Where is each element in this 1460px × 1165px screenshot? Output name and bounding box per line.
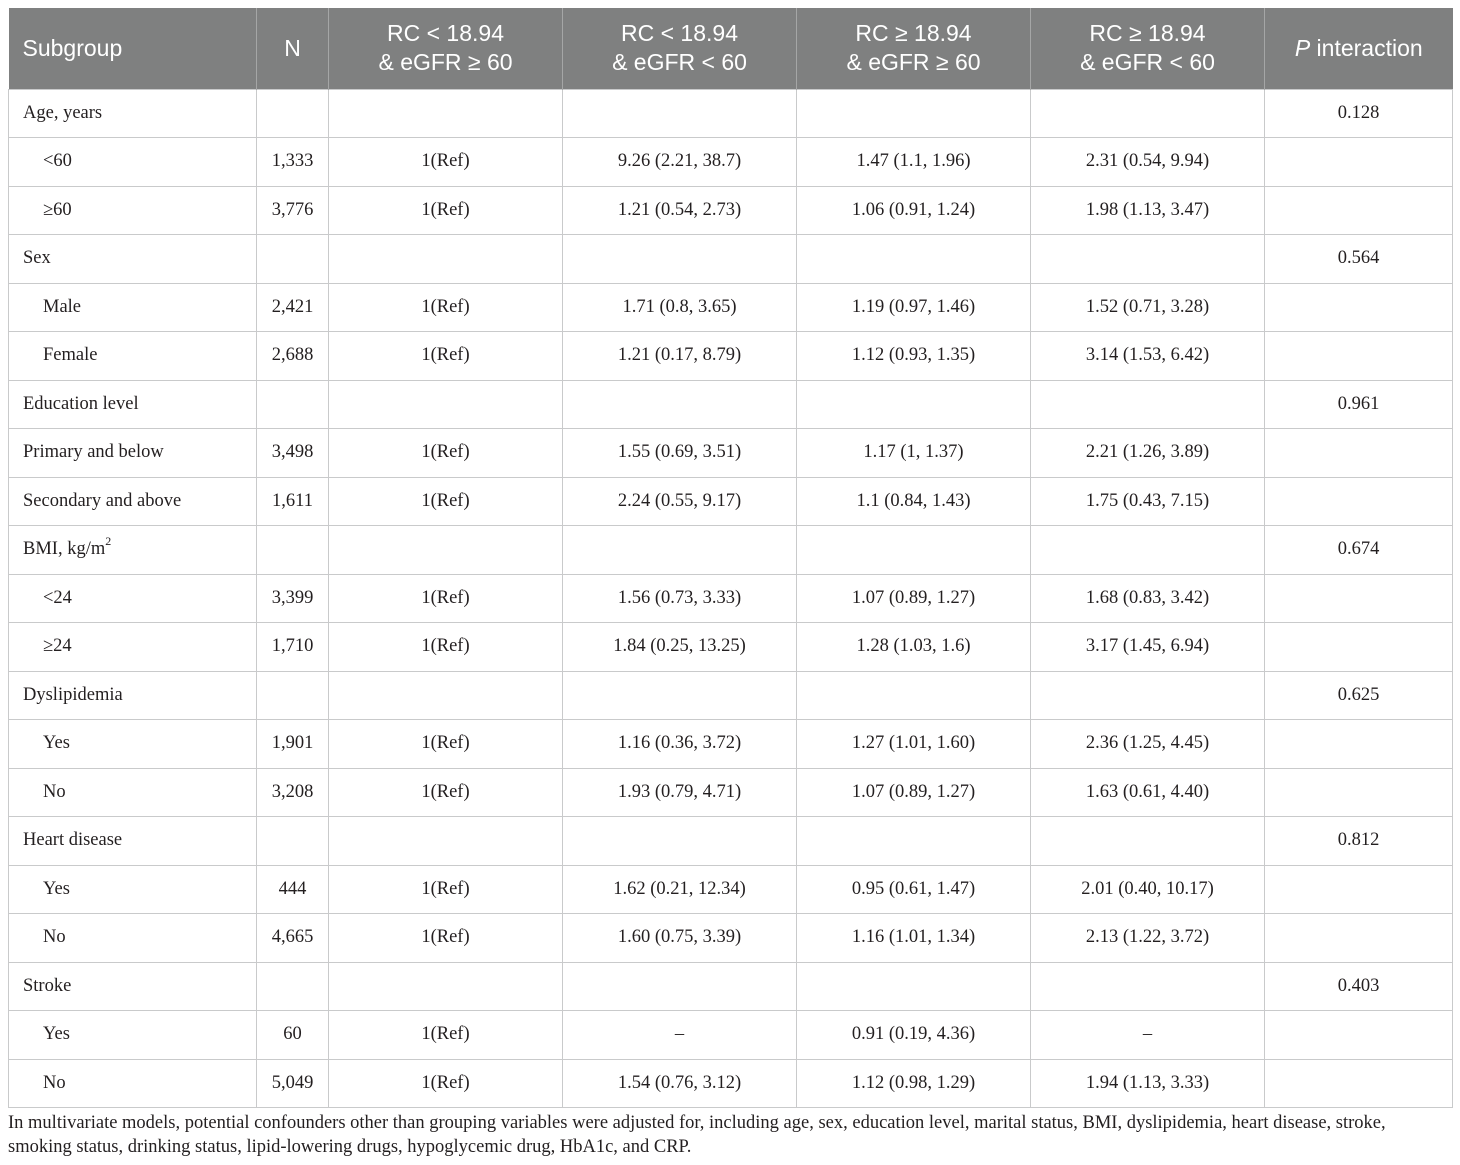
group-1-cell (329, 623, 563, 672)
group-2-cell-text: 1.55 (0.69, 3.51) (617, 442, 742, 463)
subgroup-cell (9, 89, 257, 138)
group-1-cell-text: 1(Ref) (421, 878, 470, 899)
n-cell (257, 768, 329, 817)
group-4-cell (1031, 380, 1265, 429)
group-1-cell (329, 186, 563, 235)
table-header (9, 8, 1453, 89)
subgroup-cell (9, 477, 257, 526)
n-cell (257, 332, 329, 381)
subgroup-cell-text: Yes (43, 733, 70, 754)
n-cell (257, 186, 329, 235)
table-row (9, 429, 1453, 478)
header-group-4-line-2: & eGFR < 60 (1080, 49, 1215, 76)
group-3-cell-text: 1.07 (0.89, 1.27) (851, 587, 976, 608)
p-interaction-cell (1265, 865, 1453, 914)
group-3-cell (797, 477, 1031, 526)
n-cell-text: 3,776 (271, 199, 314, 220)
subgroup-cell-text: ≥60 (43, 199, 72, 220)
p-interaction-cell (1265, 671, 1453, 720)
group-2-cell-text: 1.21 (0.17, 8.79) (617, 345, 742, 366)
table-row (9, 962, 1453, 1011)
table-row (9, 526, 1453, 575)
header-group-1-line-1: RC < 18.94 (387, 20, 504, 47)
subgroup-cell-text: Yes (43, 1024, 70, 1045)
subgroup-cell-text: Yes (43, 878, 70, 899)
group-1-cell-text: 1(Ref) (421, 927, 470, 948)
group-2-cell (563, 865, 797, 914)
group-3-cell (797, 89, 1031, 138)
n-cell-text: 444 (278, 878, 307, 899)
group-2-cell-text: 1.62 (0.21, 12.34) (613, 878, 746, 899)
subgroup-cell (9, 623, 257, 672)
subgroup-cell (9, 186, 257, 235)
p-interaction-cell (1265, 768, 1453, 817)
group-2-cell-text: 1.21 (0.54, 2.73) (617, 199, 742, 220)
subgroup-cell-text: Age, years (23, 102, 103, 123)
group-1-cell (329, 671, 563, 720)
group-1-cell-text: 1(Ref) (421, 781, 470, 802)
p-interaction-cell (1265, 186, 1453, 235)
group-4-cell (1031, 720, 1265, 769)
n-cell (257, 138, 329, 187)
group-2-cell (563, 89, 797, 138)
table-row (9, 768, 1453, 817)
group-2-cell (563, 817, 797, 866)
group-4-cell-text: 1.75 (0.43, 7.15) (1085, 490, 1210, 511)
n-cell (257, 671, 329, 720)
group-2-cell (563, 768, 797, 817)
group-2-cell-text: 1.71 (0.8, 3.65) (622, 296, 737, 317)
n-cell (257, 526, 329, 575)
group-2-cell (563, 138, 797, 187)
group-3-cell-text: 1.1 (0.84, 1.43) (856, 490, 971, 511)
table-footnote: In multivariate models, potential confounders other than grouping variables were adjusted for, including age, sex, education level, marital status, BMI, dyslipidemia, heart disease, stroke, smoking status, drinking status, lipid-lowering drugs, hypoglycemic drug, HbA1c, and CRP. (8, 1113, 1386, 1157)
n-cell (257, 283, 329, 332)
group-3-cell-text: 1.28 (1.03, 1.6) (856, 636, 971, 657)
p-interaction-cell (1265, 574, 1453, 623)
group-2-cell (563, 332, 797, 381)
p-interaction-cell-text: 0.961 (1337, 393, 1380, 414)
p-interaction-cell (1265, 817, 1453, 866)
group-3-cell (797, 671, 1031, 720)
group-3-cell-text: 0.95 (0.61, 1.47) (851, 878, 976, 899)
header-row (9, 8, 1453, 89)
group-4-cell-text: 3.17 (1.45, 6.94) (1085, 636, 1210, 657)
group-3-cell (797, 1059, 1031, 1108)
group-2-cell (563, 720, 797, 769)
subgroup-cell (9, 332, 257, 381)
n-cell-text: 3,208 (271, 781, 314, 802)
group-3-cell (797, 768, 1031, 817)
group-3-cell-text: 1.47 (1.1, 1.96) (856, 151, 971, 172)
group-2-cell-text: 1.60 (0.75, 3.39) (617, 927, 742, 948)
group-4-cell (1031, 429, 1265, 478)
group-1-cell (329, 1059, 563, 1108)
group-1-cell (329, 380, 563, 429)
group-3-cell (797, 283, 1031, 332)
table-row (9, 89, 1453, 138)
group-1-cell (329, 1011, 563, 1060)
subgroup-cell-text: Male (43, 296, 82, 317)
group-2-cell (563, 1011, 797, 1060)
group-2-cell-text: 1.84 (0.25, 13.25) (613, 636, 746, 657)
group-4-cell (1031, 235, 1265, 284)
p-interaction-cell (1265, 235, 1453, 284)
group-3-cell-text: 1.12 (0.98, 1.29) (851, 1072, 976, 1093)
group-1-cell (329, 962, 563, 1011)
subgroup-cell-text: Dyslipidemia (23, 684, 123, 705)
subgroup-cell-text: <24 (43, 587, 72, 608)
subgroup-cell (9, 1011, 257, 1060)
n-cell-text: 1,333 (271, 151, 314, 172)
group-4-cell-text: 1.52 (0.71, 3.28) (1085, 296, 1210, 317)
p-interaction-cell (1265, 89, 1453, 138)
group-3-cell (797, 332, 1031, 381)
subgroup-cell (9, 1059, 257, 1108)
p-interaction-cell (1265, 477, 1453, 526)
p-interaction-cell (1265, 914, 1453, 963)
group-1-cell (329, 477, 563, 526)
p-interaction-cell (1265, 623, 1453, 672)
table-row (9, 817, 1453, 866)
n-cell-text: 5,049 (271, 1072, 314, 1093)
group-4-cell (1031, 962, 1265, 1011)
n-cell (257, 962, 329, 1011)
n-cell (257, 623, 329, 672)
subgroup-cell (9, 380, 257, 429)
group-3-cell (797, 429, 1031, 478)
table-row (9, 186, 1453, 235)
group-3-cell-text: 1.06 (0.91, 1.24) (851, 199, 976, 220)
group-2-cell (563, 914, 797, 963)
subgroup-cell (9, 526, 257, 575)
n-cell-text: 1,710 (271, 636, 314, 657)
group-2-cell-text: 1.56 (0.73, 3.33) (617, 587, 742, 608)
table-row (9, 865, 1453, 914)
subgroup-cell-text: BMI, kg/m (23, 539, 106, 560)
table-body (9, 89, 1453, 1108)
table-row (9, 380, 1453, 429)
group-3-cell (797, 1011, 1031, 1060)
group-4-cell-text: – (1142, 1024, 1153, 1045)
group-3-cell-text: 0.91 (0.19, 4.36) (851, 1024, 976, 1045)
group-1-cell-text: 1(Ref) (421, 636, 470, 657)
group-4-cell (1031, 817, 1265, 866)
group-3-cell (797, 720, 1031, 769)
group-3-cell-text: 1.07 (0.89, 1.27) (851, 781, 976, 802)
group-1-cell (329, 720, 563, 769)
subgroup-cell-text: Primary and below (23, 442, 164, 463)
table-row (9, 623, 1453, 672)
subgroup-cell-text: ≥24 (43, 636, 72, 657)
p-interaction-cell (1265, 332, 1453, 381)
group-3-cell (797, 186, 1031, 235)
group-3-cell (797, 865, 1031, 914)
table-row (9, 1011, 1453, 1060)
group-2-cell-text: 2.24 (0.55, 9.17) (617, 490, 742, 511)
group-1-cell (329, 138, 563, 187)
n-cell (257, 720, 329, 769)
p-interaction-cell-text: 0.128 (1337, 102, 1380, 123)
group-4-cell (1031, 768, 1265, 817)
group-2-cell (563, 186, 797, 235)
group-2-cell (563, 574, 797, 623)
header-group-1 (329, 8, 563, 89)
p-interaction-cell-text: 0.564 (1337, 248, 1380, 269)
group-4-cell (1031, 671, 1265, 720)
group-2-cell-text: 1.93 (0.79, 4.71) (617, 781, 742, 802)
p-interaction-cell (1265, 526, 1453, 575)
group-1-cell-text: 1(Ref) (421, 442, 470, 463)
table-row (9, 235, 1453, 284)
group-4-cell (1031, 526, 1265, 575)
group-3-cell (797, 574, 1031, 623)
group-1-cell (329, 283, 563, 332)
group-3-cell (797, 526, 1031, 575)
group-2-cell (563, 477, 797, 526)
group-2-cell-text: 1.54 (0.76, 3.12) (617, 1072, 742, 1093)
group-4-cell (1031, 1059, 1265, 1108)
group-4-cell (1031, 865, 1265, 914)
n-cell-text: 1,901 (271, 733, 314, 754)
subgroup-analysis-table (8, 8, 1453, 1108)
group-3-cell-text: 1.17 (1, 1.37) (863, 442, 964, 463)
n-cell-text: 1,611 (272, 490, 313, 511)
subgroup-cell-text: No (43, 781, 66, 802)
p-interaction-cell (1265, 720, 1453, 769)
p-interaction-cell (1265, 283, 1453, 332)
p-interaction-cell (1265, 429, 1453, 478)
p-interaction-cell-text: 0.403 (1337, 975, 1380, 996)
group-3-cell (797, 962, 1031, 1011)
group-4-cell (1031, 332, 1265, 381)
p-interaction-cell (1265, 1011, 1453, 1060)
table-row (9, 332, 1453, 381)
group-4-cell (1031, 914, 1265, 963)
group-2-cell (563, 1059, 797, 1108)
group-1-cell (329, 768, 563, 817)
p-interaction-cell (1265, 138, 1453, 187)
header-subgroup: Subgroup (9, 8, 257, 89)
group-1-cell-text: 1(Ref) (421, 587, 470, 608)
header-group-2-line-1: RC < 18.94 (621, 20, 738, 47)
group-1-cell-text: 1(Ref) (421, 199, 470, 220)
table-row (9, 914, 1453, 963)
group-2-cell (563, 671, 797, 720)
n-cell (257, 1011, 329, 1060)
group-4-cell-text: 2.13 (1.22, 3.72) (1085, 927, 1210, 948)
group-2-cell (563, 283, 797, 332)
group-4-cell-text: 2.21 (1.26, 3.89) (1085, 442, 1210, 463)
group-4-cell (1031, 574, 1265, 623)
group-1-cell-text: 1(Ref) (421, 151, 470, 172)
p-interaction-cell-text: 0.812 (1337, 830, 1380, 851)
n-cell-text: 4,665 (271, 927, 314, 948)
p-interaction-cell (1265, 1059, 1453, 1108)
table-row (9, 283, 1453, 332)
subgroup-cell (9, 574, 257, 623)
subgroup-cell (9, 962, 257, 1011)
subgroup-cell (9, 671, 257, 720)
subgroup-cell-text: Stroke (23, 975, 72, 996)
group-4-cell (1031, 138, 1265, 187)
table-row (9, 138, 1453, 187)
group-4-cell (1031, 283, 1265, 332)
group-3-cell (797, 817, 1031, 866)
group-4-cell-text: 2.01 (0.40, 10.17) (1081, 878, 1214, 899)
table-row (9, 1059, 1453, 1108)
group-1-cell-text: 1(Ref) (421, 345, 470, 366)
group-1-cell-text: 1(Ref) (421, 296, 470, 317)
group-3-cell (797, 235, 1031, 284)
p-interaction-cell (1265, 962, 1453, 1011)
group-1-cell (329, 429, 563, 478)
group-3-cell (797, 914, 1031, 963)
subgroup-cell (9, 768, 257, 817)
group-2-cell (563, 235, 797, 284)
subgroup-cell (9, 720, 257, 769)
group-4-cell (1031, 186, 1265, 235)
table-row (9, 720, 1453, 769)
group-2-cell-text: 9.26 (2.21, 38.7) (617, 151, 742, 172)
group-4-cell-text: 1.98 (1.13, 3.47) (1085, 199, 1210, 220)
group-2-cell (563, 429, 797, 478)
header-group-4 (1031, 8, 1265, 89)
group-3-cell-text: 1.19 (0.97, 1.46) (851, 296, 976, 317)
group-4-cell-text: 3.14 (1.53, 6.42) (1085, 345, 1210, 366)
subgroup-cell-text: No (43, 927, 66, 948)
p-interaction-cell (1265, 380, 1453, 429)
header-n: N (257, 8, 329, 89)
n-cell (257, 429, 329, 478)
group-3-cell (797, 138, 1031, 187)
group-3-cell-text: 1.12 (0.93, 1.35) (851, 345, 976, 366)
header-group-3-line-1: RC ≥ 18.94 (855, 20, 972, 47)
header-p-interaction (1265, 8, 1453, 89)
n-cell (257, 1059, 329, 1108)
n-cell (257, 574, 329, 623)
group-4-cell (1031, 623, 1265, 672)
p-interaction-cell-text: 0.674 (1337, 539, 1380, 560)
n-cell (257, 380, 329, 429)
group-2-cell (563, 526, 797, 575)
group-1-cell (329, 332, 563, 381)
group-4-cell (1031, 477, 1265, 526)
subgroup-cell (9, 429, 257, 478)
n-cell (257, 914, 329, 963)
group-4-cell-text: 1.94 (1.13, 3.33) (1085, 1072, 1210, 1093)
p-interaction-cell-text: 0.625 (1337, 684, 1380, 705)
subgroup-cell-text: <60 (43, 151, 72, 172)
subgroup-cell-text: Sex (23, 248, 51, 269)
subgroup-cell-text: Heart disease (23, 830, 123, 851)
subgroup-cell (9, 914, 257, 963)
header-group-2 (563, 8, 797, 89)
n-cell-text: 2,688 (271, 345, 314, 366)
group-1-cell (329, 89, 563, 138)
n-cell (257, 817, 329, 866)
group-4-cell-text: 2.31 (0.54, 9.94) (1085, 151, 1210, 172)
group-1-cell-text: 1(Ref) (421, 1072, 470, 1093)
subgroup-cell (9, 865, 257, 914)
group-4-cell-text: 1.63 (0.61, 4.40) (1085, 781, 1210, 802)
group-1-cell (329, 914, 563, 963)
n-cell-text: 3,498 (271, 442, 314, 463)
group-1-cell (329, 235, 563, 284)
group-4-cell-text: 2.36 (1.25, 4.45) (1085, 733, 1210, 754)
table-row (9, 574, 1453, 623)
header-group-2-line-2: & eGFR < 60 (612, 49, 747, 76)
subgroup-cell-text: Female (43, 345, 98, 366)
group-1-cell-text: 1(Ref) (421, 490, 470, 511)
group-1-cell (329, 817, 563, 866)
header-p-italic: P (1294, 34, 1311, 61)
header-p-rest: interaction (1310, 34, 1423, 61)
group-3-cell (797, 380, 1031, 429)
group-2-cell-text: – (674, 1024, 685, 1045)
group-2-cell (563, 623, 797, 672)
group-1-cell (329, 865, 563, 914)
n-cell (257, 89, 329, 138)
group-4-cell-text: 1.68 (0.83, 3.42) (1085, 587, 1210, 608)
n-cell (257, 477, 329, 526)
n-cell (257, 235, 329, 284)
group-1-cell (329, 574, 563, 623)
header-group-1-line-2: & eGFR ≥ 60 (378, 49, 513, 76)
header-group-3-line-2: & eGFR ≥ 60 (846, 49, 981, 76)
subgroup-cell-text: No (43, 1072, 66, 1093)
subgroup-cell-text: Education level (23, 393, 139, 414)
subgroup-cell (9, 817, 257, 866)
table-row (9, 671, 1453, 720)
unit-superscript: 2 (105, 534, 112, 549)
group-1-cell-text: 1(Ref) (421, 733, 470, 754)
group-3-cell-text: 1.27 (1.01, 1.60) (851, 733, 976, 754)
group-3-cell-text: 1.16 (1.01, 1.34) (851, 927, 976, 948)
header-group-4-line-1: RC ≥ 18.94 (1089, 20, 1206, 47)
header-group-3 (797, 8, 1031, 89)
group-2-cell (563, 962, 797, 1011)
group-4-cell (1031, 1011, 1265, 1060)
subgroup-cell (9, 138, 257, 187)
group-4-cell (1031, 89, 1265, 138)
n-cell-text: 2,421 (271, 296, 314, 317)
subgroup-cell (9, 283, 257, 332)
group-1-cell-text: 1(Ref) (421, 1024, 470, 1045)
n-cell-text: 60 (283, 1024, 302, 1045)
group-3-cell (797, 623, 1031, 672)
group-1-cell (329, 526, 563, 575)
group-2-cell (563, 380, 797, 429)
group-2-cell-text: 1.16 (0.36, 3.72) (617, 733, 742, 754)
table-row (9, 477, 1453, 526)
n-cell-text: 3,399 (271, 587, 314, 608)
subgroup-cell (9, 235, 257, 284)
n-cell (257, 865, 329, 914)
subgroup-cell-text: Secondary and above (23, 490, 182, 511)
